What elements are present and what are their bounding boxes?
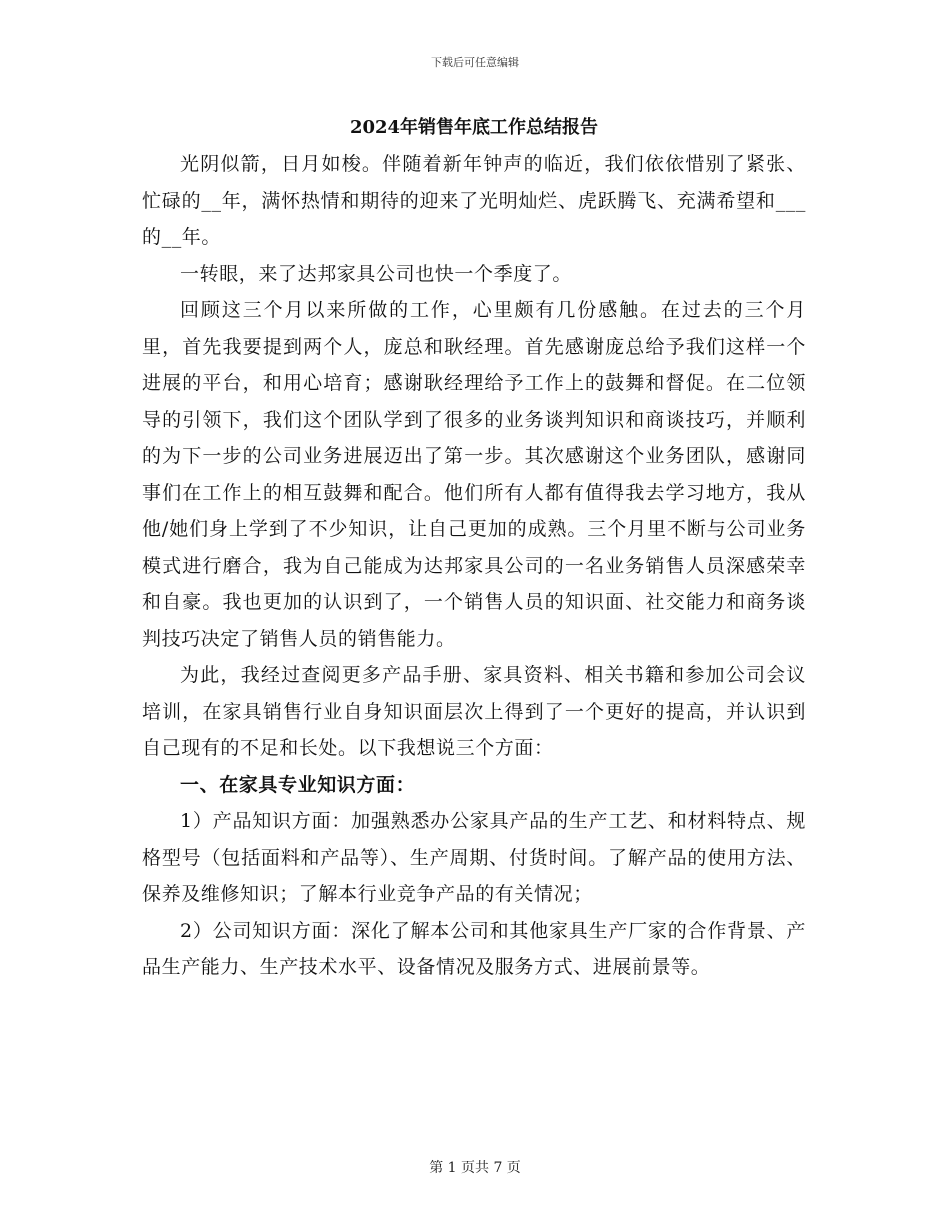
paragraph-study: 为此，我经过查阅更多产品手册、家具资料、相关书籍和参加公司会议培训，在家具销售行业自身知识面层次上得到了一个更好的提高，并认识到自己现有的不足和长处。以下我想说三个方面： (142, 664, 806, 759)
paragraph-intro: 光阴似箭，日月如梭。伴随着新年钟声的临近，我们依依惜别了紧张、忙碌的__年，满怀热情和期待的迎来了光明灿烂、虎跃腾飞、充满希望和___的__年。 (142, 153, 806, 248)
section-heading-furniture-knowledge: 一、在家具专业知识方面： (180, 773, 416, 796)
paragraph-product-knowledge: 1）产品知识方面：加强熟悉办公家具产品的生产工艺、和材料特点、规格型号（包括面料和产品等）、生产周期、付货时间。了解产品的使用方法、保养及维修知识；了解本行业竞争产品的有关情况； (142, 810, 806, 905)
paragraph-company-knowledge: 2）公司知识方面：深化了解本公司和其他家具生产厂家的合作背景、产品生产能力、生产技术水平、设备情况及服务方式、进展前景等。 (142, 919, 806, 978)
page-footer: 第 1 页共 7 页 (429, 1160, 521, 1176)
paragraph-quarter: 一转眼，来了达邦家具公司也快一个季度了。 (180, 262, 573, 285)
page-header: 下载后可任意编辑 (431, 56, 519, 69)
document-title: 2024年销售年底工作总结报告 (349, 117, 599, 138)
document-body (142, 110, 806, 986)
paragraph-review: 回顾这三个月以来所做的工作，心里颇有几份感触。在过去的三个月里，首先我要提到两个人，庞总和耿经理。首先感谢庞总给予我们这样一个进展的平台，和用心培育；感谢耿经理给予工作上的鼓舞和督促。在二位领导的引领下，我们这个团队学到了很多的业务谈判知识和商谈技巧，并顺利的为下一步的公司业务进展迈出了第一步。其次感谢这个业务团队，感谢同事们在工作上的相互鼓舞和配合。他们所有人都有值得我去学习地方，我从他/她们身上学到了不少知识，让自己更加的成熟。三个月里不断与公司业务模式进行磨合，我为自己能成为达邦家具公司的一名业务销售人员深感荣幸和自豪。我也更加的认识到了，一个销售人员的知识面、社交能力和商务谈判技巧决定了销售人员的销售能力。 (142, 299, 806, 650)
